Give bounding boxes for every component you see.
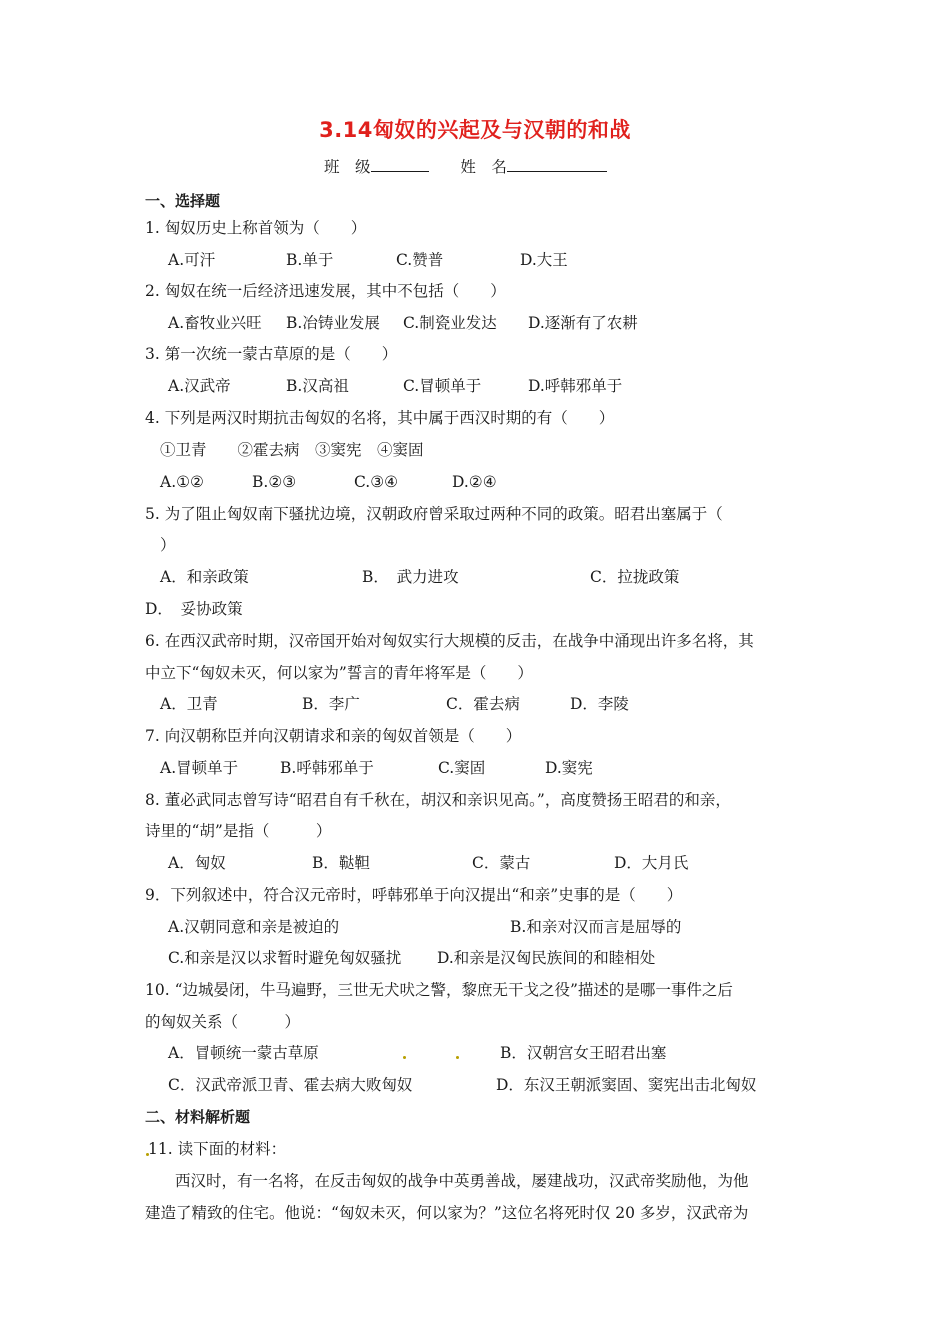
q6-option-a: A．卫青 <box>160 695 218 713</box>
question-8-stem-cont: 诗里的“胡”是指（ ） <box>145 822 332 840</box>
q4-option-c: C.③④ <box>354 473 399 491</box>
name-label: 姓 名 <box>460 158 507 176</box>
q7-option-a: A.冒顿单于 <box>160 759 239 777</box>
q1-option-d: D.大王 <box>520 251 568 269</box>
q9-option-a: A.汉朝同意和亲是被迫的 <box>168 918 340 936</box>
class-blank <box>371 156 429 172</box>
q2-option-b: B.冶铸业发展 <box>286 314 380 332</box>
q5-option-b: B． 武力进攻 <box>362 568 459 586</box>
question-6-stem-cont: 中立下“匈奴未灭，何以家为”誓言的青年将军是（ ） <box>145 664 533 682</box>
q6-option-c: C．霍去病 <box>446 695 520 713</box>
q3-option-b: B.汉高祖 <box>286 377 349 395</box>
q2-option-d: D.逐渐有了农耕 <box>528 314 638 332</box>
speck-mark <box>403 1056 406 1059</box>
q5-option-a: A．和亲政策 <box>160 568 249 586</box>
class-label: 班 级 <box>324 158 371 176</box>
name-blank <box>507 156 607 172</box>
q7-option-c: C.窦固 <box>438 759 486 777</box>
question-7-stem: 7. 向汉朝称臣并向汉朝请求和亲的匈奴首领是（ ） <box>145 727 522 745</box>
q1-option-b: B.单于 <box>286 251 334 269</box>
q9-option-d: D.和亲是汉匈民族间的和睦相处 <box>437 949 656 967</box>
section-choice-heading: 一、选择题 <box>145 192 221 210</box>
q4-option-b: B.②③ <box>252 473 297 491</box>
question-8-stem: 8. 董必武同志曾写诗“昭君自有千秋在，胡汉和亲识见高。”，高度赞扬王昭君的和亲， <box>145 791 731 809</box>
q6-option-d: D．李陵 <box>570 695 629 713</box>
q4-option-d: D.②④ <box>452 473 497 491</box>
q3-option-a: A.汉武帝 <box>168 377 231 395</box>
q2-option-c: C.制瓷业发达 <box>403 314 497 332</box>
q10-option-b: B．汉朝宫女王昭君出塞 <box>500 1044 667 1062</box>
page-title: 3.14匈奴的兴起及与汉朝的和战 <box>319 118 631 142</box>
q8-option-a: A．匈奴 <box>168 854 226 872</box>
class-name-header <box>324 156 607 177</box>
question-1-stem: 1. 匈奴历史上称首领为（ ） <box>145 219 367 237</box>
q9-option-c: C.和亲是汉以求暂时避免匈奴骚扰 <box>168 949 402 967</box>
question-10-stem: 10. “边城晏闭，牛马遍野，三世无犬吠之警，黎庶无干戈之役”描述的是哪一事件之后 <box>145 981 733 999</box>
question-5-stem-cont: ） <box>160 536 176 554</box>
q11-material-line-2: 建造了精致的住宅。他说：“匈奴未灭，何以家为？”这位名将死时仅 20 多岁，汉武帝为 <box>145 1204 749 1222</box>
q4-option-a: A.①② <box>160 473 204 491</box>
question-2-stem: 2. 匈奴在统一后经济迅速发展，其中不包括（ ） <box>145 282 506 300</box>
q9-option-b: B.和亲对汉而言是屈辱的 <box>510 918 682 936</box>
q2-option-a: A.畜牧业兴旺 <box>168 314 262 332</box>
question-3-stem: 3. 第一次统一蒙古草原的是（ ） <box>145 345 398 363</box>
q10-option-a: A．冒顿统一蒙古草原 <box>168 1044 319 1062</box>
q11-material-line-1: 西汉时，有一名将，在反击匈奴的战争中英勇善战，屡建战功，汉武帝奖励他，为他 <box>175 1172 749 1190</box>
q10-option-d: D．东汉王朝派窦固、窦宪出击北匈奴 <box>496 1076 757 1094</box>
section-material-heading: 二、材料解析题 <box>145 1108 251 1126</box>
question-9-stem: 9．下列叙述中，符合汉元帝时，呼韩邪单于向汉提出“和亲”史事的是（ ） <box>145 886 683 904</box>
q7-option-d: D.窦宪 <box>545 759 593 777</box>
q8-option-c: C．蒙古 <box>472 854 531 872</box>
q1-option-a: A.可汗 <box>168 251 216 269</box>
question-10-stem-cont: 的匈奴关系（ ） <box>145 1013 301 1031</box>
question-11-stem: 11. 读下面的材料： <box>148 1140 287 1158</box>
q3-option-c: C.冒顿单于 <box>403 377 482 395</box>
question-6-stem: 6. 在西汉武帝时期，汉帝国开始对匈奴实行大规模的反击，在战争中涌现出许多名将，其 <box>145 632 754 650</box>
q10-option-c: C．汉武帝派卫青、霍去病大败匈奴 <box>168 1076 413 1094</box>
q1-option-c: C.赞普 <box>396 251 444 269</box>
question-4-stem: 4. 下列是两汉时期抗击匈奴的名将，其中属于西汉时期的有（ ） <box>145 409 615 427</box>
q7-option-b: B.呼韩邪单于 <box>280 759 374 777</box>
q4-items: ①卫青 ②霍去病 ③窦宪 ④窦固 <box>160 441 424 459</box>
q5-option-c: C．拉拢政策 <box>590 568 680 586</box>
q3-option-d: D.呼韩邪单于 <box>528 377 623 395</box>
q6-option-b: B．李广 <box>302 695 360 713</box>
q5-option-d: D． 妥协政策 <box>145 600 243 618</box>
speck-mark <box>456 1056 459 1059</box>
q8-option-b: B．鞑靼 <box>312 854 370 872</box>
q8-option-d: D．大月氏 <box>614 854 689 872</box>
question-5-stem: 5. 为了阻止匈奴南下骚扰边境，汉朝政府曾采取过两种不同的政策。昭君出塞属于（ <box>145 505 723 523</box>
